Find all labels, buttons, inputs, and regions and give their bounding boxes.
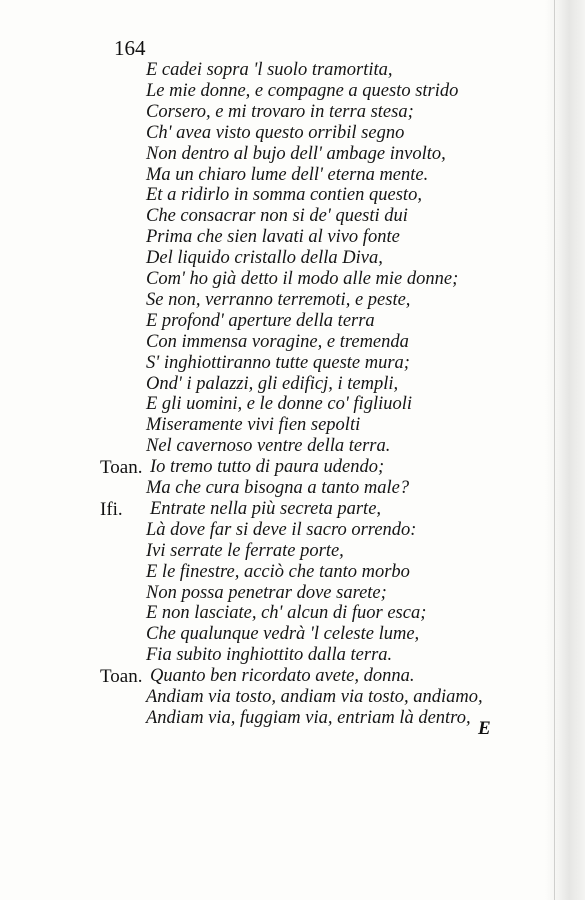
catchword: E bbox=[478, 718, 491, 739]
speaker-label: Toan. bbox=[100, 457, 143, 478]
verse-line: S' inghiottiranno tutte queste mura; bbox=[146, 353, 410, 373]
verse-line: Che consacrar non si de' questi dui bbox=[146, 206, 408, 226]
page-number: 164 bbox=[114, 36, 146, 60]
gutter-line bbox=[554, 0, 555, 900]
verse-line: Non possa penetrar dove sarete; bbox=[146, 583, 387, 603]
verse-line: Ma un chiaro lume dell' eterna mente. bbox=[146, 165, 429, 185]
verse-line: Del liquido cristallo della Diva, bbox=[146, 248, 383, 268]
page-gutter bbox=[545, 0, 585, 900]
speaker-label: Toan. bbox=[100, 666, 143, 687]
verse-line: Non dentro al bujo dell' ambage involto, bbox=[146, 144, 446, 164]
verse-line: E non lasciate, ch' alcun di fuor esca; bbox=[146, 603, 427, 623]
verse-line: Che qualunque vedrà 'l celeste lume, bbox=[146, 624, 420, 644]
verse-line: Nel cavernoso ventre della terra. bbox=[146, 436, 391, 456]
verse-line: Quanto ben ricordato avete, donna. bbox=[150, 666, 415, 686]
verse-line: Corsero, e mi trovaro in terra stesa; bbox=[146, 102, 414, 122]
verse-line: E le finestre, acciò che tanto morbo bbox=[146, 562, 410, 582]
verse-line: Io tremo tutto di paura udendo; bbox=[150, 457, 385, 477]
verse-line: E cadei sopra 'l suolo tramortita, bbox=[146, 60, 393, 80]
verse-line: Andiam via, fuggiam via, entriam là dentro, bbox=[146, 708, 471, 728]
verse-line: Le mie donne, e compagne a questo strido bbox=[146, 81, 459, 101]
verse-line: Con immensa voragine, e tremenda bbox=[146, 332, 409, 352]
verse-line: Et a ridirlo in somma contien questo, bbox=[146, 185, 422, 205]
verse-line: Ivi serrate le ferrate porte, bbox=[146, 541, 344, 561]
speaker-label: Ifi. bbox=[100, 499, 123, 520]
verse-line: E gli uomini, e le donne co' figliuoli bbox=[146, 394, 413, 414]
verse-line: Se non, verranno terremoti, e peste, bbox=[146, 290, 411, 310]
verse-line: Andiam via tosto, andiam via tosto, andiamo, bbox=[146, 687, 483, 707]
verse-line: Là dove far si deve il sacro orrendo: bbox=[146, 520, 417, 540]
verse-line: Miseramente vivi fien sepolti bbox=[146, 415, 361, 435]
verse-line: Entrate nella più secreta parte, bbox=[150, 499, 382, 519]
verse-line: Ch' avea visto questo orribil segno bbox=[146, 123, 405, 143]
verse-line: Ond' i palazzi, gli edificj, i templi, bbox=[146, 374, 399, 394]
verse-line: Ma che cura bisogna a tanto male? bbox=[146, 478, 410, 498]
verse-line: Prima che sien lavati al vivo fonte bbox=[146, 227, 400, 247]
verse-line: Fia subito inghiottito dalla terra. bbox=[146, 645, 393, 665]
verse-line: E profond' aperture della terra bbox=[146, 311, 375, 331]
verse-line: Com' ho già detto il modo alle mie donne; bbox=[146, 269, 459, 289]
